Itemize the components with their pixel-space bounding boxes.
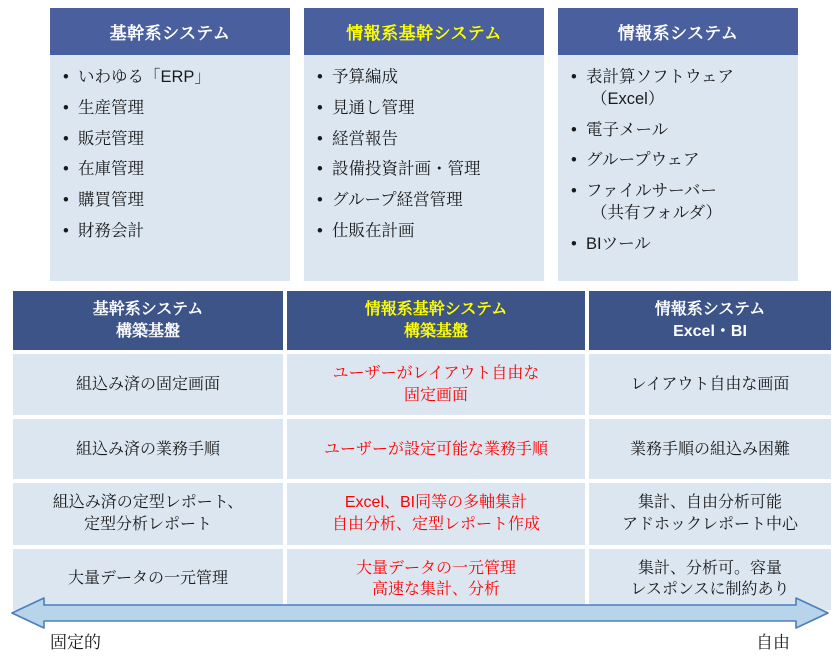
card-core-systems [50,8,290,281]
list-item: • 経営報告 [314,129,534,151]
matrix-cell: 組込み済の定型レポート、 定型分析レポート [12,482,284,545]
list-item: • 予算編成 [314,67,534,89]
card-body-information-core-systems [304,55,544,281]
list-item: • 表計算ソフトウェア （Excel） [568,67,788,111]
matrix-cell: レイアウト自由な画面 [588,353,832,416]
list-item: • BIツール [568,234,788,256]
matrix-cell: 集計、分析可。容量 レスポンスに制約あり [588,548,832,611]
table-row [12,482,832,545]
column-header-core-platform: 基幹系システム 構築基盤 [12,290,284,351]
card-title-information-systems: 情報系システム [558,8,798,55]
matrix-cell: ユーザーがレイアウト自由な 固定画面 [286,353,586,416]
comparison-matrix [10,288,834,613]
list-item: • ファイルサーバー （共有フォルダ） [568,181,788,225]
list-item: • 電子メール [568,120,788,142]
table-row [12,353,832,416]
list-item: • 在庫管理 [60,159,280,181]
list-item: • 購買管理 [60,190,280,212]
list-item: • グループウェア [568,150,788,172]
matrix-cell: 業務手順の組込み困難 [588,418,832,480]
list-item: • グループ経営管理 [314,190,534,212]
list-item: • 生産管理 [60,98,280,120]
matrix-cell: 組込み済の業務手順 [12,418,284,480]
card-body-information-systems [558,55,798,281]
matrix-cell: 大量データの一元管理 [12,548,284,611]
card-information-core-systems [304,8,544,281]
system-category-cards [50,8,798,281]
column-header-information-systems: 情報系システム Excel・BI [588,290,832,351]
axis-label-left: 固定的 [50,633,101,652]
matrix-cell: ユーザーが設定可能な業務手順 [286,418,586,480]
matrix-cell: 組込み済の固定画面 [12,353,284,416]
list-item: • 見通し管理 [314,98,534,120]
card-title-information-core-systems: 情報系基幹システム [304,8,544,55]
list-item: • 販売管理 [60,129,280,151]
list-item: • 財務会計 [60,221,280,243]
spectrum-arrow [10,596,830,630]
table-header-row [12,290,832,351]
list-item: • 設備投資計画・管理 [314,159,534,181]
list-item: • いわゆる「ERP」 [60,67,280,89]
spectrum-labels [10,628,830,653]
matrix-cell: 大量データの一元管理 高速な集計、分析 [286,548,586,611]
matrix-cell: 集計、自由分析可能 アドホックレポート中心 [588,482,832,545]
card-information-systems [558,8,798,281]
table-row [12,418,832,480]
card-title-core-systems: 基幹系システム [50,8,290,55]
double-arrow-icon [10,596,830,630]
matrix-cell: Excel、BI同等の多軸集計 自由分析、定型レポート作成 [286,482,586,545]
card-body-core-systems [50,55,290,281]
column-header-information-core-platform: 情報系基幹システム 構築基盤 [286,290,586,351]
axis-label-right: 自由 [756,633,790,652]
list-item: • 仕販在計画 [314,221,534,243]
